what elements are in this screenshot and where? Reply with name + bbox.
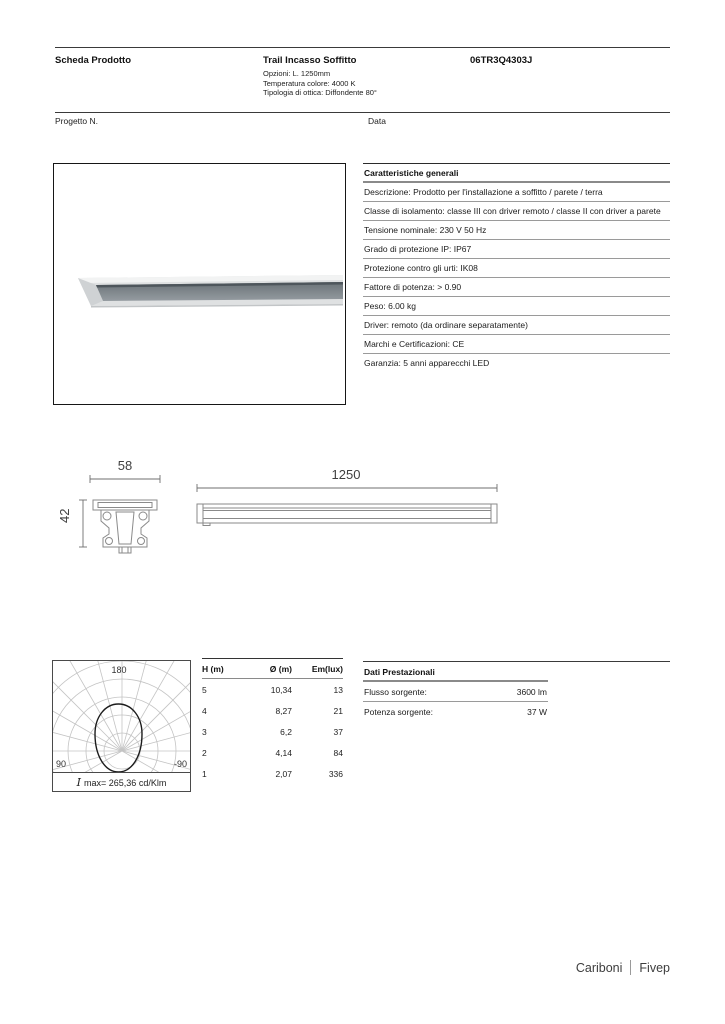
general-row: Driver: remoto (da ordinare separatamente) xyxy=(363,316,670,335)
general-row: Fattore di potenza: > 0.90 xyxy=(363,278,670,297)
power-label: Potenza sorgente: xyxy=(364,706,433,717)
product-code: 06TR3Q4303J xyxy=(470,55,533,66)
cell-em: 13 xyxy=(333,684,343,695)
cell-h: 4 xyxy=(202,705,207,716)
general-row: Tensione nominale: 230 V 50 Hz xyxy=(363,221,670,240)
product-image-box xyxy=(53,163,346,405)
cell-d: 4,14 xyxy=(275,747,292,758)
option-color-temp: Temperatura colore: 4000 K xyxy=(263,78,356,88)
col-header-diameter: Ø (m) xyxy=(269,664,292,674)
product-name: Trail Incasso Soffitto xyxy=(263,55,357,66)
dim-height-label: 42 xyxy=(57,508,72,523)
flux-label: Flusso sorgente: xyxy=(364,686,427,697)
performance-section xyxy=(363,661,670,721)
project-label: Progetto N. xyxy=(55,116,98,126)
option-length: Opzioni: L. 1250mm xyxy=(263,69,331,78)
imax-label xyxy=(76,776,167,789)
general-row: Marchi e Certificazioni: CE xyxy=(363,335,670,354)
cell-d: 10,34 xyxy=(270,684,292,695)
cell-h: 1 xyxy=(202,768,207,779)
flux-value: 3600 lm xyxy=(516,686,547,697)
dim-width-label: 58 xyxy=(117,458,133,473)
brand-divider xyxy=(630,960,631,975)
col-header-height: H (m) xyxy=(202,664,224,674)
photometric-row xyxy=(202,742,343,763)
general-row: Descrizione: Prodotto per l'installazione a soffitto / parete / terra xyxy=(363,183,670,202)
cell-d: 2,07 xyxy=(275,768,292,779)
power-value: 37 W xyxy=(527,706,547,717)
top-rule xyxy=(55,47,670,48)
brand-fivep: Fivep xyxy=(639,960,670,975)
cell-d: 8,27 xyxy=(275,705,292,716)
general-row: Peso: 6.00 kg xyxy=(363,297,670,316)
cell-em: 84 xyxy=(333,747,343,758)
option-optic: Tipologia di ottica: Diffondente 80° xyxy=(263,88,377,97)
imax-symbol: I xyxy=(76,776,82,789)
photometric-row xyxy=(202,763,343,784)
cell-em: 21 xyxy=(333,705,343,716)
performance-row xyxy=(363,702,548,721)
photometric-row xyxy=(202,700,343,721)
photometric-table xyxy=(202,658,343,784)
cell-h: 5 xyxy=(202,684,207,695)
performance-title: Dati Prestazionali xyxy=(363,662,548,682)
general-characteristics-table xyxy=(363,163,670,372)
polar-180-label: 180 xyxy=(111,665,127,675)
performance-table xyxy=(363,662,548,721)
col-header-illuminance: Em(lux) xyxy=(311,664,343,674)
cell-d: 6,2 xyxy=(280,726,292,737)
product-options xyxy=(263,69,377,98)
dim-length-label: 1250 xyxy=(331,467,361,482)
general-row: Grado di protezione IP: IP67 xyxy=(363,240,670,259)
photometric-row xyxy=(202,679,343,700)
product-render xyxy=(54,164,343,402)
cell-em: 336 xyxy=(328,768,343,779)
cell-em: 37 xyxy=(333,726,343,737)
general-row: Classe di isolamento: classe III con driver remoto / classe II con driver a parete xyxy=(363,202,670,221)
general-row: Protezione contro gli urti: IK08 xyxy=(363,259,670,278)
cell-h: 3 xyxy=(202,726,207,737)
photometric-row xyxy=(202,721,343,742)
cell-h: 2 xyxy=(202,747,207,758)
header-rule xyxy=(55,112,670,113)
general-row: Garanzia: 5 anni apparecchi LED xyxy=(364,357,490,368)
dimension-drawings xyxy=(55,455,505,570)
brand-cariboni: Cariboni xyxy=(575,960,623,975)
doc-type-label: Scheda Prodotto xyxy=(55,55,132,66)
date-label: Data xyxy=(368,116,386,126)
general-characteristics-title: Caratteristiche generali xyxy=(363,163,670,183)
polar-90-label: 90 xyxy=(56,759,67,769)
polar-diagram xyxy=(52,660,191,792)
polar-minus90-label: -90 xyxy=(173,759,187,769)
imax-value: max= 265,36 cd/Klm xyxy=(84,778,167,788)
brand-footer xyxy=(576,960,670,975)
photometric-table-header xyxy=(202,658,343,679)
performance-row xyxy=(363,682,548,702)
